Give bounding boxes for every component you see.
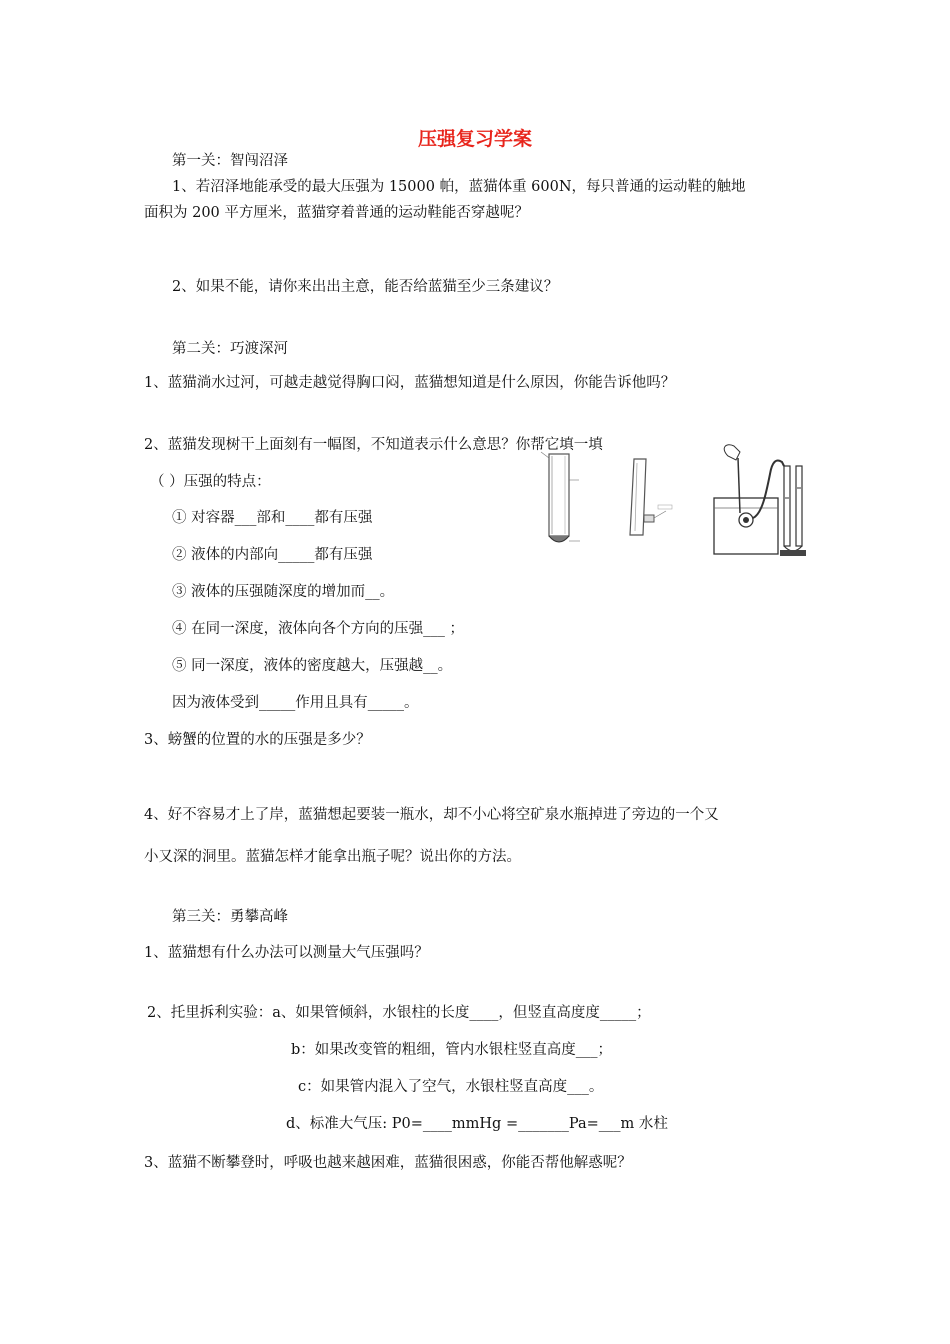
torricelli-a: 2、托里拆利实验：a、如果管倾斜，水银柱的长度____，但竖直高度度_____； (147, 1005, 651, 1021)
feature-5: ⑤ 同一深度，液体的密度越大，压强越__。 (172, 658, 453, 674)
feature-4: ④ 在同一深度，液体向各个方向的压强___ ； (172, 621, 464, 637)
section-3-heading: 第三关：勇攀高峰 (172, 909, 288, 925)
question-2-4-line-2: 小又深的洞里。蓝猫怎样才能拿出瓶子呢？说出你的方法。 (144, 849, 521, 865)
feature-1: ① 对容器___部和____都有压强 (172, 510, 373, 526)
feature-reason: 因为液体受到_____作用且具有_____。 (172, 695, 419, 711)
feature-3: ③ 液体的压强随深度的增加而__。 (172, 584, 395, 600)
cylinder-membrane-figure (535, 448, 585, 552)
pressure-features-heading: （ ）压强的特点： (150, 474, 271, 490)
page-title: 压强复习学案 (417, 128, 532, 150)
question-1-2: 2、如果不能，请你来出出主意，能否给蓝猫至少三条建议？ (172, 279, 559, 295)
question-2-3: 3、螃蟹的位置的水的压强是多少？ (144, 732, 371, 748)
question-3-1: 1、蓝猫想有什么办法可以测量大气压强吗？ (144, 945, 429, 961)
torricelli-b: b：如果改变管的粗细，管内水银柱竖直高度___； (291, 1042, 613, 1058)
question-1-1-line-2: 面积为 200 平方厘米，蓝猫穿着普通的运动鞋能否穿越呢？ (144, 205, 529, 221)
cylinder-side-outlet-figure (620, 455, 675, 541)
question-2-4-line-1: 4、好不容易才上了岸，蓝猫想起要装一瓶水，却不小心将空矿泉水瓶掉进了旁边的一个又 (144, 807, 719, 823)
feature-2: ② 液体的内部向_____都有压强 (172, 547, 373, 563)
section-2-heading: 第二关：巧渡深河 (172, 341, 288, 357)
torricelli-d: d、标准大气压: P0=____mmHg =_______Pa=___m 水柱 (286, 1116, 668, 1132)
question-1-1-line-1: 1、若沼泽地能承受的最大压强为 15000 帕，蓝猫体重 600N，每只普通的运动鞋的触地 (172, 179, 746, 195)
pressure-gauge-apparatus-figure (710, 438, 810, 560)
question-2-1: 1、蓝猫淌水过河，可越走越觉得胸口闷，蓝猫想知道是什么原因，你能告诉他吗？ (144, 375, 676, 391)
question-2-2: 2、蓝猫发现树干上面刻有一幅图，不知道表示什么意思？你帮它填一填 (144, 437, 603, 453)
torricelli-c: c：如果管内混入了空气，水银柱竖直高度___。 (298, 1079, 604, 1095)
section-1-heading: 第一关：智闯沼泽 (172, 153, 288, 169)
question-3-3: 3、蓝猫不断攀登时，呼吸也越来越困难，蓝猫很困惑，你能否帮他解惑呢？ (144, 1155, 632, 1171)
